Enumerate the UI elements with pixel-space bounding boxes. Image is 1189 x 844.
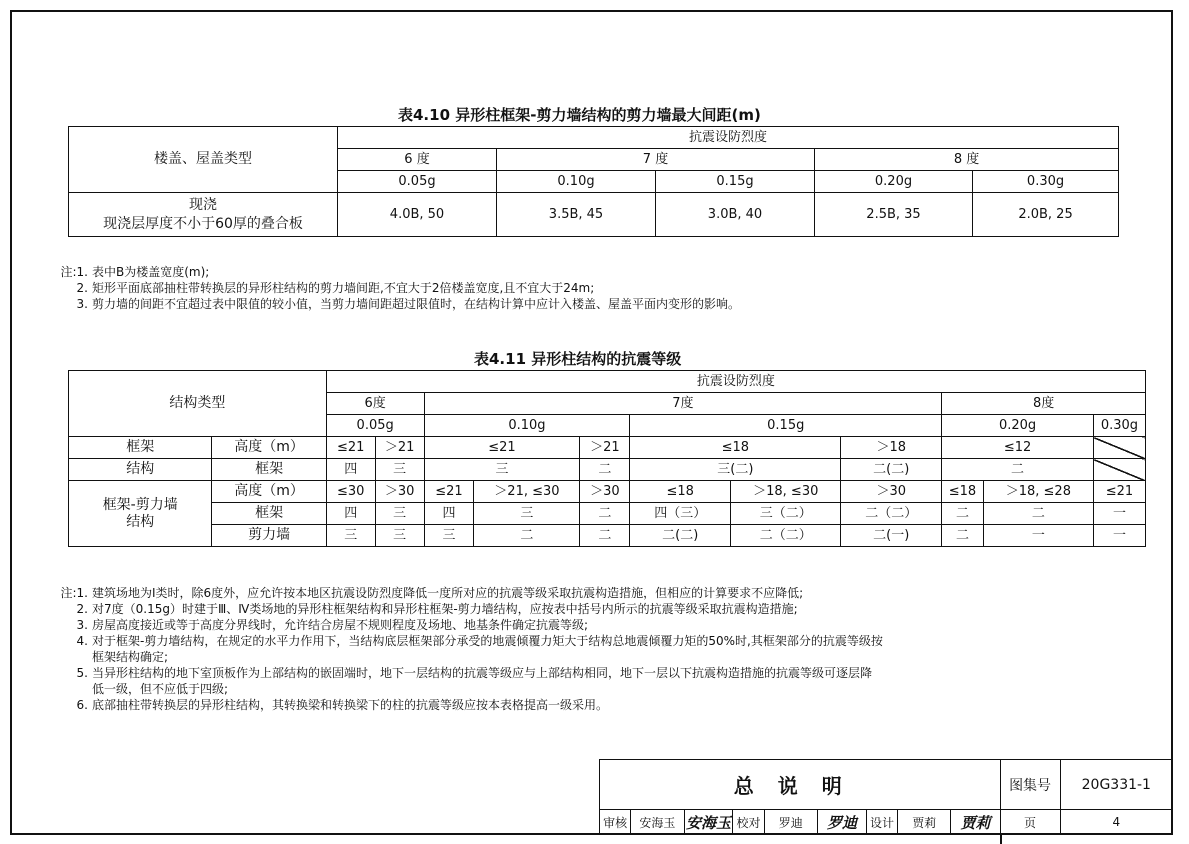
atlas-label: 图集号 bbox=[1000, 760, 1060, 810]
height-cell: ＞21, ≤30 bbox=[474, 481, 580, 503]
floor-type-line-2: 现浇层厚度不小于60厚的叠合板 bbox=[103, 215, 303, 232]
intensity-7: 7度 bbox=[424, 393, 942, 415]
height-cell: ≤30 bbox=[326, 481, 375, 503]
grade-cell: 四 bbox=[326, 459, 375, 481]
accel-cell: 0.05g bbox=[326, 415, 424, 437]
table-4-11-notes bbox=[60, 585, 883, 713]
height-cell: ≤21 bbox=[1093, 481, 1145, 503]
grade-cell: 四 bbox=[424, 503, 474, 525]
grade-cell: 二 bbox=[580, 503, 630, 525]
grade-cell: 一 bbox=[983, 525, 1093, 547]
accel-cell: 0.30g bbox=[1093, 415, 1145, 437]
grade-cell: 三 bbox=[375, 459, 424, 481]
drawing-title: 总说明 bbox=[600, 760, 1001, 810]
table-4-11-caption: 表4.11 异形柱结构的抗震等级 bbox=[474, 350, 682, 368]
spacing-cell: 2.0B, 25 bbox=[973, 193, 1119, 237]
note-text: 对于框架-剪力墙结构，在规定的水平力作用下，当结构底层框架部分承受的地震倾覆力矩大于结构总地震倾覆力矩的50%时,其框架部分的抗震等级按 bbox=[92, 634, 883, 648]
intensity-6: 6度 bbox=[326, 393, 424, 415]
grade-cell: 二（二） bbox=[841, 503, 942, 525]
height-cell: ≤12 bbox=[942, 437, 1094, 459]
grade-cell: 四（三） bbox=[630, 503, 731, 525]
note-text: 建筑场地为Ⅰ类时，除6度外，应允许按本地区抗震设防烈度降低一度所对应的抗震等级采取抗震构造措施，但相应的计算要求不应降低; bbox=[92, 586, 804, 600]
reviewer-signature: 安海玉 bbox=[684, 810, 733, 835]
frame-wall-label-line-1: 框架-剪力墙 bbox=[102, 496, 178, 513]
grade-cell: 二(一) bbox=[841, 525, 942, 547]
grade-cell: 二 bbox=[983, 503, 1093, 525]
grade-cell: 三 bbox=[326, 525, 375, 547]
title-block bbox=[599, 759, 1173, 835]
note-text: 剪力墙的间距不宜超过表中限值的较小值，当剪力墙间距超过限值时，在结构计算中应计入楼盖、屋盖平面内变形的影响。 bbox=[92, 297, 741, 311]
height-cell: ＞30 bbox=[375, 481, 424, 503]
height-cell: ≤18 bbox=[630, 481, 731, 503]
frame-struct-label-1: 框架 bbox=[69, 437, 212, 459]
spacing-cell: 3.5B, 45 bbox=[497, 193, 656, 237]
grade-cell: 三 bbox=[424, 525, 474, 547]
height-cell: ＞21 bbox=[375, 437, 424, 459]
note-text: 对7度（0.15g）时建于Ⅲ、Ⅳ类场地的异形柱框架结构和异形柱框架-剪力墙结构，应按表中括号内所示的抗震等级采取抗震构造措施; bbox=[92, 602, 798, 616]
note-number: 2. bbox=[76, 602, 88, 616]
grade-cell: 一 bbox=[1093, 503, 1145, 525]
intensity-group-header: 抗震设防烈度 bbox=[338, 127, 1119, 149]
grade-cell: 三 bbox=[375, 525, 424, 547]
accel-cell: 0.30g bbox=[973, 171, 1119, 193]
note-text: 表中B为楼盖宽度(m); bbox=[92, 265, 210, 279]
accel-cell: 0.15g bbox=[630, 415, 942, 437]
checker-signature: 罗迪 bbox=[818, 810, 867, 835]
designer-name: 贾莉 bbox=[898, 810, 951, 835]
height-cell: ≤21 bbox=[424, 437, 580, 459]
height-cell: ≤18 bbox=[630, 437, 841, 459]
frame-sublabel: 框架 bbox=[212, 459, 326, 481]
table-4-11 bbox=[68, 370, 1146, 547]
note-text: 房屋高度接近或等于高度分界线时，允许结合房屋不规则程度及场地、地基条件确定抗震等级; bbox=[92, 618, 589, 632]
designer-signature: 贾莉 bbox=[951, 810, 1000, 835]
spacing-cell: 4.0B, 50 bbox=[338, 193, 497, 237]
note-text: 矩形平面底部抽柱带转换层的异形柱结构的剪力墙间距,不宜大于2倍楼盖宽度,且不宜大于24m; bbox=[92, 281, 595, 295]
height-cell: ＞21 bbox=[580, 437, 630, 459]
grade-cell: 二 bbox=[474, 525, 580, 547]
grade-cell: 二 bbox=[942, 525, 984, 547]
intensity-group-header: 抗震设防烈度 bbox=[326, 371, 1145, 393]
frame-wall-label-line-2: 结构 bbox=[126, 513, 155, 530]
intensity-7: 7 度 bbox=[497, 149, 815, 171]
frame-wall-struct-label bbox=[69, 481, 212, 547]
review-label: 审核 bbox=[600, 810, 631, 835]
height-cell: ≤21 bbox=[326, 437, 375, 459]
height-cell: ≤18 bbox=[942, 481, 984, 503]
note-number: 注:1. bbox=[60, 265, 88, 279]
accel-cell: 0.05g bbox=[338, 171, 497, 193]
struct-type-header: 结构类型 bbox=[69, 371, 327, 437]
spacing-cell: 2.5B, 35 bbox=[815, 193, 973, 237]
note-number: 注:1. bbox=[60, 586, 88, 600]
not-applicable-cell bbox=[1093, 459, 1145, 481]
page-number: 4 bbox=[1060, 810, 1172, 835]
bottom-tick-mark bbox=[1000, 835, 1002, 844]
note-number: 4. bbox=[76, 634, 88, 648]
note-continuation: 框架结构确定; bbox=[92, 650, 169, 664]
accel-cell: 0.15g bbox=[656, 171, 815, 193]
note-number: 6. bbox=[76, 698, 88, 712]
height-cell: ＞30 bbox=[841, 481, 942, 503]
accel-cell: 0.10g bbox=[497, 171, 656, 193]
frame-struct-label-2: 结构 bbox=[69, 459, 212, 481]
height-sublabel: 高度（m） bbox=[212, 481, 326, 503]
intensity-8: 8度 bbox=[942, 393, 1146, 415]
grade-cell: 二（二） bbox=[731, 525, 841, 547]
height-sublabel: 高度（m） bbox=[212, 437, 326, 459]
reviewer-name: 安海玉 bbox=[631, 810, 684, 835]
note-number: 3. bbox=[76, 297, 88, 311]
height-cell: ＞18, ≤28 bbox=[983, 481, 1093, 503]
page-label: 页 bbox=[1000, 810, 1060, 835]
intensity-8: 8 度 bbox=[815, 149, 1119, 171]
grade-cell: 三 bbox=[474, 503, 580, 525]
note-number: 2. bbox=[76, 281, 88, 295]
design-label: 设计 bbox=[866, 810, 897, 835]
table-4-10-notes bbox=[60, 264, 740, 312]
height-cell: ＞18, ≤30 bbox=[731, 481, 841, 503]
grade-cell: 三（二） bbox=[731, 503, 841, 525]
check-label: 校对 bbox=[733, 810, 764, 835]
accel-cell: 0.20g bbox=[815, 171, 973, 193]
grade-cell: 二(二) bbox=[841, 459, 942, 481]
grade-cell: 二 bbox=[942, 459, 1094, 481]
grade-cell: 三 bbox=[424, 459, 580, 481]
grade-cell: 一 bbox=[1093, 525, 1145, 547]
note-number: 5. bbox=[76, 666, 88, 680]
atlas-number: 20G331-1 bbox=[1060, 760, 1172, 810]
intensity-6: 6 度 bbox=[338, 149, 497, 171]
height-cell: ≤21 bbox=[424, 481, 474, 503]
shear-wall-sublabel: 剪力墙 bbox=[212, 525, 326, 547]
grade-cell: 三 bbox=[375, 503, 424, 525]
table-4-10-caption: 表4.10 异形柱框架-剪力墙结构的剪力墙最大间距(m) bbox=[398, 106, 761, 124]
note-number: 3. bbox=[76, 618, 88, 632]
floor-type-row-label bbox=[69, 193, 338, 237]
floor-type-header: 楼盖、屋盖类型 bbox=[69, 127, 338, 193]
frame-sublabel: 框架 bbox=[212, 503, 326, 525]
not-applicable-cell bbox=[1093, 437, 1145, 459]
floor-type-line-1: 现浇 bbox=[189, 196, 217, 213]
note-continuation: 低一级，但不应低于四级; bbox=[92, 682, 229, 696]
spacing-cell: 3.0B, 40 bbox=[656, 193, 815, 237]
grade-cell: 二 bbox=[580, 459, 630, 481]
grade-cell: 四 bbox=[326, 503, 375, 525]
grade-cell: 二 bbox=[942, 503, 984, 525]
table-4-10 bbox=[68, 126, 1119, 237]
accel-cell: 0.10g bbox=[424, 415, 630, 437]
height-cell: ＞18 bbox=[841, 437, 942, 459]
note-text: 底部抽柱带转换层的异形柱结构，其转换梁和转换梁下的柱的抗震等级应按本表格提高一级采用。 bbox=[92, 698, 609, 712]
grade-cell: 二(二) bbox=[630, 525, 731, 547]
note-text: 当异形柱结构的地下室顶板作为上部结构的嵌固端时，地下一层结构的抗震等级应与上部结构相同，地下一层以下抗震构造措施的抗震等级可逐层降 bbox=[92, 666, 873, 680]
accel-cell: 0.20g bbox=[942, 415, 1094, 437]
height-cell: ＞30 bbox=[580, 481, 630, 503]
checker-name: 罗迪 bbox=[764, 810, 817, 835]
grade-cell: 二 bbox=[580, 525, 630, 547]
grade-cell: 三(二) bbox=[630, 459, 841, 481]
